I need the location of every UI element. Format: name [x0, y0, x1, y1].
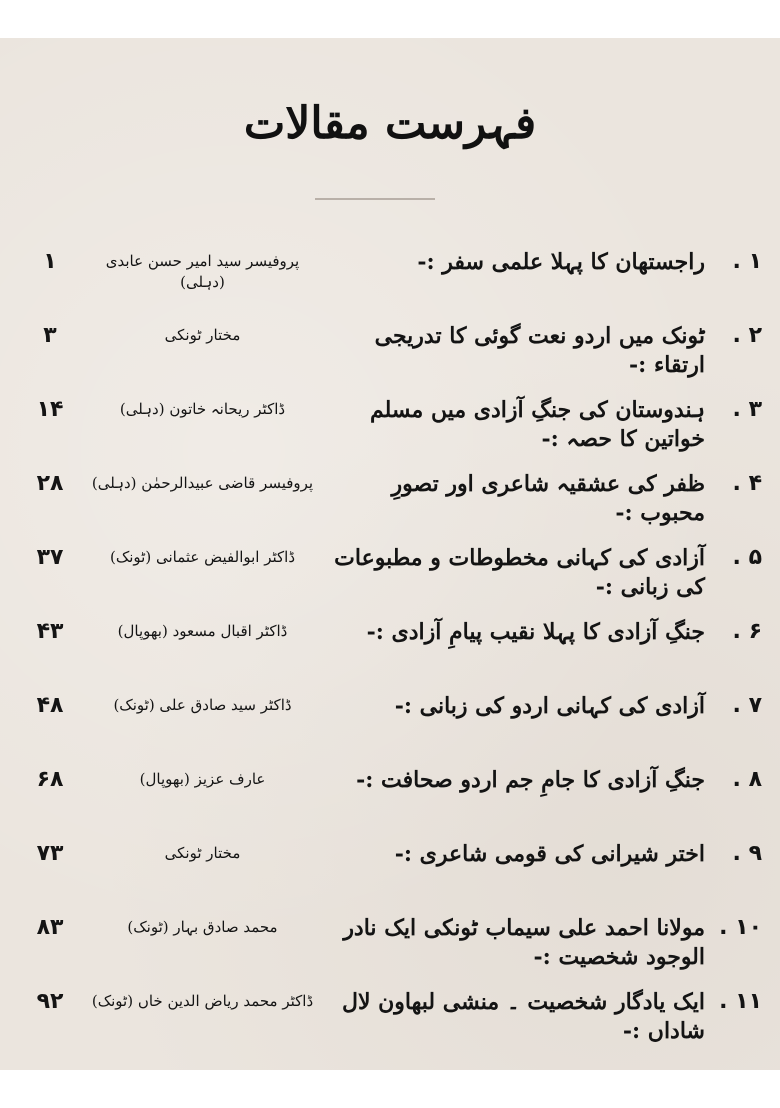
- entry-author: پروفیسر سید امیر حسن عابدی (دہلی): [105, 252, 300, 291]
- entry-page-number: ۳: [43, 323, 57, 348]
- entry-page-number: ۴۳: [36, 619, 64, 644]
- entry-title: جنگِ آزادی کا پہلا نقیب پیامِ آزادی :-: [366, 619, 705, 645]
- entry-title: راجستھان کا پہلا علمی سفر :-: [417, 249, 705, 275]
- entry-author: محمد صادق بہار (ٹونک): [127, 918, 278, 936]
- entry-author: مختار ٹونکی: [164, 326, 241, 344]
- entry-author: ڈاکٹر سید صادق علی (ٹونک): [113, 696, 292, 714]
- entry-title: ایک یادگار شخصیت ۔ منشی لبھاون لال شاداں :-: [341, 989, 705, 1044]
- entry-title: ظفر کی عشقیہ شاعری اور تصورِ محبوب :-: [391, 471, 705, 526]
- entry-number: ۷ .: [732, 693, 762, 718]
- entry-number: ۶ .: [732, 619, 762, 644]
- entry-page-number: ۷۳: [36, 841, 64, 866]
- entry-page-number: ۶۸: [36, 767, 64, 792]
- entry-title: ہندوستان کی جنگِ آزادی میں مسلم خواتین کا حصہ :-: [369, 397, 705, 452]
- entry-author: مختار ٹونکی: [164, 844, 241, 862]
- entry-number: ۹ .: [732, 841, 762, 866]
- entry-title: آزادی کی کہانی مخطوطات و مطبوعات کی زبانی :-: [334, 545, 705, 600]
- entry-author: عارف عزیز (بھوپال): [139, 770, 266, 788]
- contents-entry: [0, 544, 780, 610]
- contents-entry: [0, 618, 780, 684]
- entry-number: ۱۱ .: [719, 989, 762, 1014]
- entry-number: ۵ .: [732, 545, 762, 570]
- entry-page-number: ۹۲: [36, 989, 64, 1014]
- document-page: [0, 38, 780, 1070]
- entry-author: پروفیسر قاضی عبیدالرحمٰن (دہلی): [91, 474, 314, 492]
- contents-entry: [0, 322, 780, 388]
- contents-entry: [0, 840, 780, 906]
- entry-number: ۲ .: [732, 323, 762, 348]
- entry-number: ۸ .: [732, 767, 762, 792]
- page-title: فہرست مقالات: [243, 98, 537, 149]
- entry-author: ڈاکٹر ابوالفیض عثمانی (ٹونک): [109, 548, 296, 566]
- entry-author: ڈاکٹر اقبال مسعود (بھوپال): [117, 622, 288, 640]
- entry-title: اختر شیرانی کی قومی شاعری :-: [394, 841, 705, 867]
- entry-page-number: ۸۳: [36, 915, 64, 940]
- contents-entry: [0, 988, 780, 1054]
- entry-page-number: ۳۷: [36, 545, 64, 570]
- contents-entry: [0, 914, 780, 980]
- contents-entry: [0, 248, 780, 314]
- entry-title: آزادی کی کہانی اردو کی زبانی :-: [394, 693, 705, 719]
- contents-entry: [0, 470, 780, 536]
- entry-title: جنگِ آزادی کا جامِ جم اردو صحافت :-: [356, 767, 705, 793]
- entry-title: مولانا احمد علی سیماب ٹونکی ایک نادر الوجود شخصیت :-: [343, 915, 705, 970]
- entry-page-number: ۱: [43, 249, 57, 274]
- entry-page-number: ۴۸: [36, 693, 64, 718]
- entry-number: ۳ .: [732, 397, 762, 422]
- entry-number: ۱۰ .: [719, 915, 762, 940]
- entry-number: ۴ .: [732, 471, 762, 496]
- entry-page-number: ۲۸: [36, 471, 64, 496]
- entry-author: ڈاکٹر ریحانہ خاتون (دہلی): [119, 400, 286, 418]
- entry-title: ٹونک میں اردو نعت گوئی کا تدریجی ارتقاء :-: [374, 323, 705, 378]
- entry-number: ۱ .: [732, 249, 762, 274]
- title-divider: [315, 198, 435, 200]
- contents-entry: [0, 766, 780, 832]
- entry-author: ڈاکٹر محمد ریاض الدین خاں (ٹونک): [91, 992, 314, 1010]
- contents-entry: [0, 692, 780, 758]
- entry-page-number: ۱۴: [36, 397, 64, 422]
- contents-entry: [0, 396, 780, 462]
